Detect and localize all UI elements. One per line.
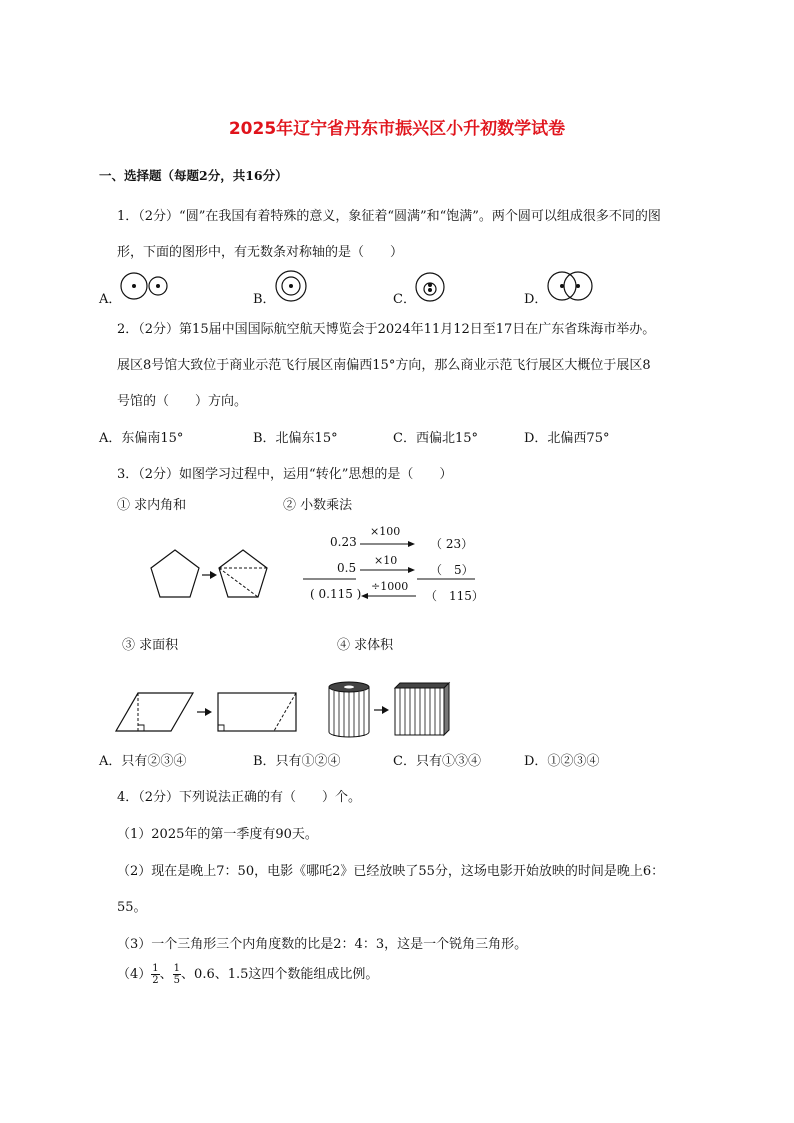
q3-option-d[interactable]: D．①②③④ bbox=[524, 754, 600, 769]
q4-statement-1: （1）2025年的第一季度有90天。 bbox=[117, 827, 318, 842]
q3-calc-row2-left: 0.5 bbox=[337, 561, 357, 575]
q4-statement-4 bbox=[117, 963, 378, 986]
q3-fig2-label: ② 小数乘法 bbox=[283, 498, 353, 513]
q3-fig3-label: ③ 求面积 bbox=[122, 638, 179, 653]
q2-option-a[interactable]: A．东偏南15° bbox=[99, 431, 184, 446]
q3-option-c[interactable]: C．只有①③④ bbox=[393, 754, 481, 769]
q4-s4-prefix: （4） bbox=[117, 967, 152, 982]
q1-figure-b bbox=[274, 269, 308, 303]
q3-text: 3．（2分）如图学习过程中，运用“转化”思想的是（ ） bbox=[117, 467, 453, 482]
q3-calc-row1-left: 0.23 bbox=[330, 535, 357, 549]
q4-s4-sep: 、 bbox=[159, 967, 173, 982]
q2-option-b[interactable]: B．北偏东15° bbox=[253, 431, 338, 446]
q3-calc-row2-right: （ 5） bbox=[430, 563, 474, 577]
fraction-one-half: $\frac{1}{2}$ bbox=[152, 963, 159, 986]
q1-figure-d bbox=[545, 270, 595, 302]
q3-calc-row3-right: （ 115） bbox=[425, 589, 484, 603]
q3-calc-row2-op: ×10 bbox=[374, 554, 398, 567]
q4-s4-rest: 、0.6、1.5这四个数能组成比例。 bbox=[181, 967, 379, 982]
q1-text-line2: 形，下面的图形中，有无数条对称轴的是（ ） bbox=[117, 245, 404, 260]
q3-calc-row3-left: ( 0.115 ) bbox=[310, 587, 362, 601]
q3-fig4-cylinder bbox=[327, 680, 467, 738]
q4-statement-2-cont: 55。 bbox=[117, 900, 147, 915]
q2-text-line2: 展区8号馆大致位于商业示范飞行展区南偏西15°方向，那么商业示范飞行展区大概位于展区8 bbox=[117, 358, 651, 373]
q4-statement-3: （3）一个三角形三个内角度数的比是2：4：3，这是一个锐角三角形。 bbox=[117, 937, 528, 952]
q3-calc-row3-op: ÷1000 bbox=[371, 580, 409, 593]
q1-figure-a bbox=[120, 271, 172, 301]
q1-option-a[interactable]: A． bbox=[99, 292, 122, 307]
q3-fig4-label: ④ 求体积 bbox=[337, 638, 394, 653]
q3-option-a[interactable]: A．只有②③④ bbox=[99, 754, 187, 769]
q1-figure-c bbox=[414, 271, 446, 303]
q3-calc-row1-op: ×100 bbox=[370, 525, 401, 538]
q1-option-d[interactable]: D． bbox=[524, 292, 548, 307]
page-title: 2025年辽宁省丹东市振兴区小升初数学试卷 bbox=[228, 119, 566, 139]
q2-option-d[interactable]: D．北偏西75° bbox=[524, 431, 610, 446]
q2-text-line1: 2．（2分）第15届中国国际航空航天博览会于2024年11月12日至17日在广东省珠海市举办。 bbox=[117, 322, 656, 337]
q1-text-line1: 1．（2分）“圆”在我国有着特殊的意义，象征着“圆满”和“饱满”。两个圆可以组成很多不同的图 bbox=[117, 209, 661, 224]
q3-fig3-parallelogram bbox=[113, 690, 301, 734]
q3-option-b[interactable]: B．只有①②④ bbox=[253, 754, 341, 769]
q4-text: 4．（2分）下列说法正确的有（ ）个。 bbox=[117, 790, 362, 805]
q3-fig1-label: ① 求内角和 bbox=[117, 498, 187, 513]
q2-text-line3: 号馆的（ ）方向。 bbox=[117, 394, 248, 409]
q3-calc-row2-arrow bbox=[360, 566, 416, 574]
fraction-one-fifth: $\frac{1}{5}$ bbox=[173, 963, 181, 986]
q3-calc-row1-right: （ 23） bbox=[430, 537, 474, 551]
section-heading: 一、选择题（每题2分，共16分） bbox=[99, 168, 288, 183]
q1-option-c[interactable]: C． bbox=[393, 292, 416, 307]
q1-option-b[interactable]: B． bbox=[253, 292, 276, 307]
q3-calc-row3-arrow bbox=[360, 592, 416, 600]
q4-statement-2: （2）现在是晚上7：50，电影《哪吒2》已经放映了55分，这场电影开始放映的时间是晚上6： bbox=[117, 864, 665, 879]
q3-fig1-pentagons bbox=[146, 548, 268, 602]
q2-option-c[interactable]: C．西偏北15° bbox=[393, 431, 478, 446]
q3-calc-row1-arrow bbox=[360, 540, 416, 548]
